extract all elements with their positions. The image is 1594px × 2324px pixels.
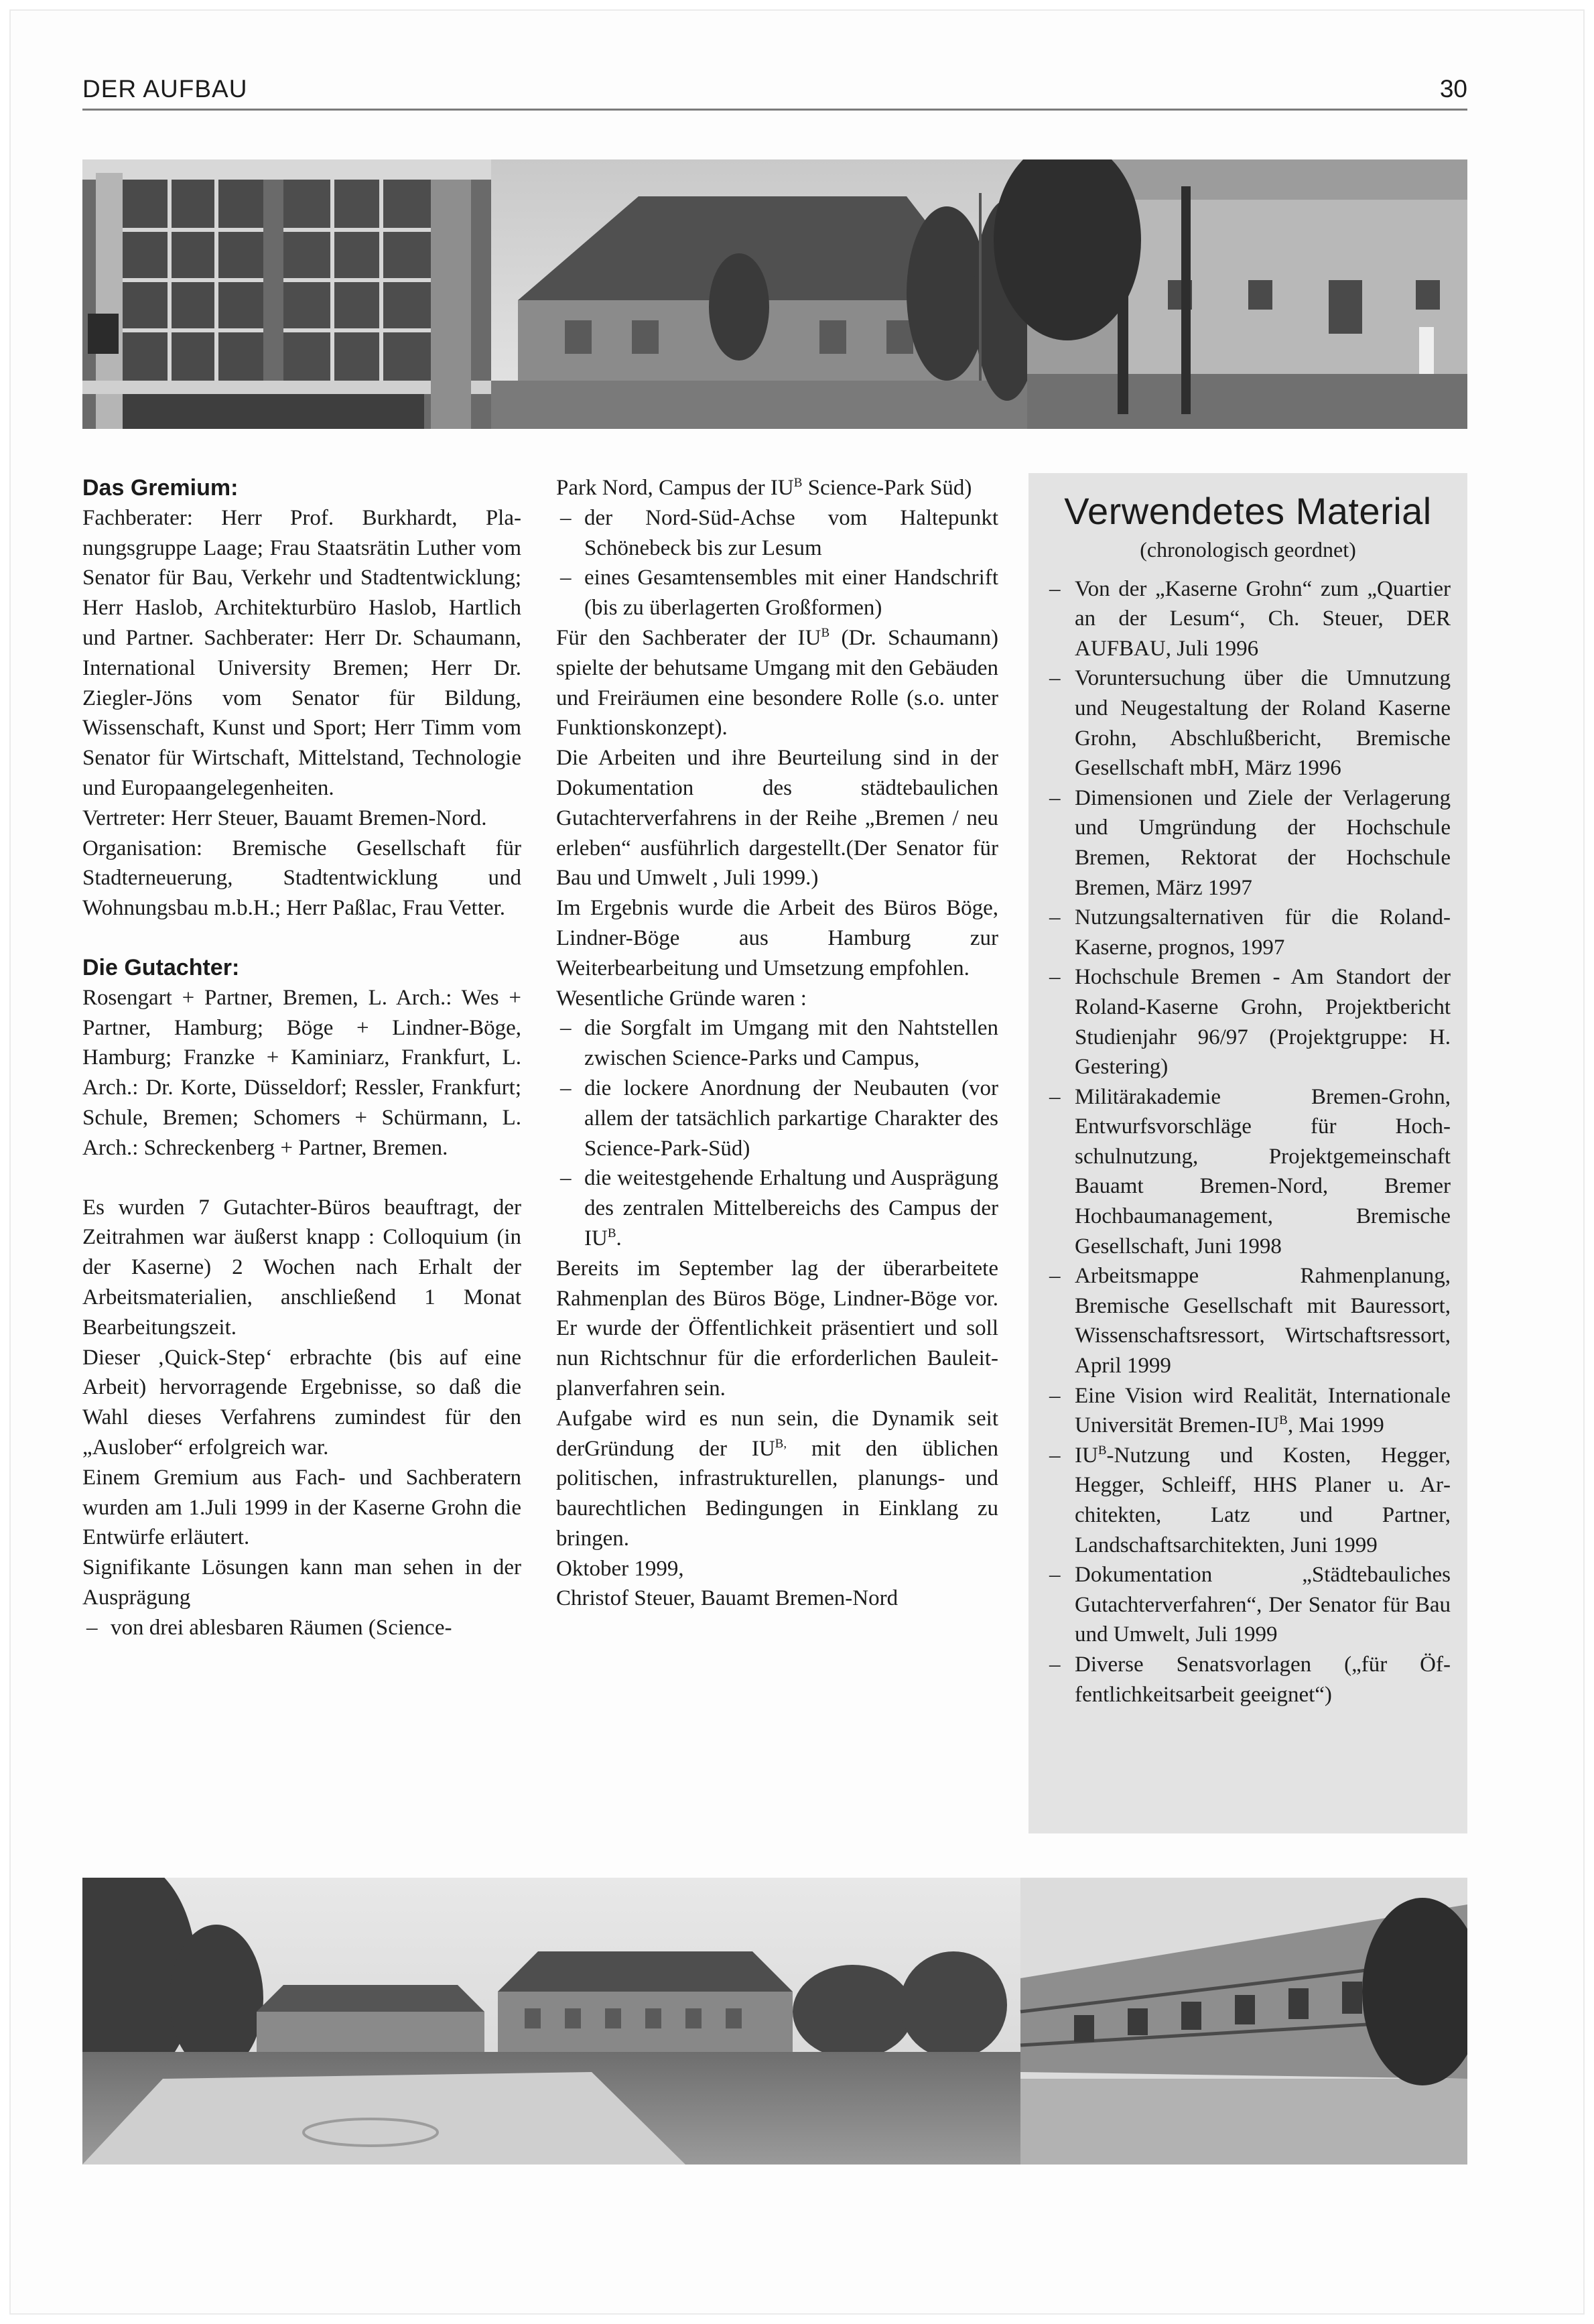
material-item: – Dimensionen und Ziele der Verlagerung und Umgründung der Hochschule Bremen, Rektorat der Hochschule Bremen, März 1997 xyxy=(1045,783,1451,903)
paragraph: Für den Sachberater der $IU^B$ (Dr. Schaumann) spielte der behutsame Umgang mit den Gebäuden und Freiräumen eine besondere Rolle (s.o. unter Funktionskonzept). xyxy=(556,625,998,740)
list-item: – die weitestgehende Erhaltung und Ausprägung des zentralen Mittelbereichs des Campus der $IU^B$. xyxy=(556,1163,998,1253)
material-item: – Hochschule Bremen - Am Standort der Roland-Kaserne Grohn, Projektbericht Studienjahr 96/97 (Projektgruppe: H. Gestering) xyxy=(1045,962,1451,1082)
list-item: – der Nord-Süd-Achse vom Haltepunkt Schönebeck bis zur Lesum xyxy=(556,503,998,564)
heading-gremium: Das Gremium: xyxy=(82,475,239,501)
list-item: – eines Gesamtensembles mit einer Handschrift (bis zu überlagerten Großformen) xyxy=(556,563,998,623)
gutachter-text: Rosengart + Partner, Bremen, L. Arch.: Wes + Partner, Hamburg; Böge + Lindner-Böge, Hamburg; Franzke + Kaminiarz, Frankfurt, L. Arch.: Dr. Korte, Düsseldorf; Ressler, Frankfurt; Schule, Bremen; Schomers + Schürmann, L. Arch.: Schreckenberg + Partner, Bremen. xyxy=(82,985,521,1160)
list-item: – die lockere Anordnung der Neubauten (vor allem der tatsächlich parkartige Charakter des Science-Park-Süd) xyxy=(556,1074,998,1163)
list-item: – von drei ablesbaren Räumen (Science- xyxy=(82,1613,521,1643)
paragraph: Wesentliche Gründe waren : xyxy=(556,986,807,1011)
paragraph: Signifikante Lösungen kann man sehen in der Ausprägung xyxy=(82,1555,521,1610)
top-photo-illustration xyxy=(82,159,1467,429)
paragraph: Einem Gremium aus Fach- und Sachberatern wurden am 1.Juli 1999 in der Kaserne Grohn die Entwürfe erläutert. xyxy=(82,1465,521,1550)
list xyxy=(556,1013,998,1253)
text-column-left xyxy=(82,473,521,1642)
material-item: – Arbeitsmappe Rahmenplanung, Bremische Gesellschaft mit Bauressort, Wissenschaftsressort, Wirtschaftsressort, April 1999 xyxy=(1045,1261,1451,1380)
material-item: – Voruntersuchung über die Umnutzung und Neugestaltung der Roland Kaserne Grohn, Abschlußbericht, Bremische Gesellschaft mbH, März 1996 xyxy=(1045,663,1451,783)
page-number: 30 xyxy=(1439,75,1467,103)
paragraph: Aufgabe wird es nun sein, die Dynamik seit derGründung der $IU^{B,}$ mit den üblichen politischen, infrastrukturellen, planungs- und baurechtlichen Bedingungen in Einklang zu bringen. xyxy=(556,1406,998,1551)
material-sidebar xyxy=(1028,473,1467,1833)
material-item: – Eine Vision wird Realität, Internationale Universität Bremen-$IU^B$, Mai 1999 xyxy=(1045,1381,1451,1441)
bottom-photo-strip xyxy=(82,1878,1467,2165)
paragraph: Es wurden 7 Gutachter-Büros beauftragt, der Zeitrahmen war äußerst knapp : Colloquium (in der Kaserne) 2 Wochen nach Erhalt der Arbeitsmaterialien, anschließend 1 Monat Bearbeitungszeit. xyxy=(82,1195,521,1340)
material-item: – Militärakademie Bremen-Grohn, Entwurfsvorschläge für Hochschulnutzung, Projektgemeinschaft Bauamt Bremen-Nord, Bremer Hochbaumanagement, Bremische Gesellschaft, Juni 1998 xyxy=(1045,1082,1451,1262)
material-item: – Nutzungsalternativen für die Roland-Kaserne, prognos, 1997 xyxy=(1045,903,1451,962)
material-item: – $IU^B$-Nutzung und Kosten, Hegger, Hegger, Schleiff, HHS Planer u. Architekten, Latz und Partner, Landschaftsarchitekten, Juni 1999 xyxy=(1045,1441,1451,1560)
bottom-photo-illustration xyxy=(82,1878,1467,2165)
vertreter-text: Vertreter: Herr Steuer, Bauamt Bremen-Nord. xyxy=(82,805,487,830)
sidebar-title: Verwendetes Material xyxy=(1064,490,1432,532)
top-photo-strip xyxy=(82,159,1467,429)
list-item: – die Sorgfalt im Umgang mit den Nahtstellen zwischen Science-Parks und Campus, xyxy=(556,1013,998,1074)
material-item: – Diverse Senatsvorlagen („für Öffentlichkeitsarbeit geeignet“) xyxy=(1045,1650,1451,1709)
date-line: Oktober 1999, xyxy=(556,1556,684,1581)
paragraph: Im Ergebnis wurde die Arbeit des Büros Böge, Lindner-Böge aus Hamburg zur Weiterbearbeitung und Umsetzung empfohlen. xyxy=(556,896,998,980)
author-line: Christof Steuer, Bauamt Bremen-Nord xyxy=(556,1586,899,1611)
list xyxy=(556,503,998,623)
material-item: – Dokumentation „Städtebauliches Gutachterverfahren“, Der Senator für Bau und Umwelt, Juli 1999 xyxy=(1045,1560,1451,1650)
heading-gutachter: Die Gutachter: xyxy=(82,954,240,980)
material-list xyxy=(1045,574,1451,1710)
sidebar-subtitle: (chronologisch geordnet) xyxy=(1140,537,1356,562)
text-column-middle xyxy=(556,473,998,1614)
organisation-text: Organisation: Bremische Gesellschaft für Stadterneuerung, Stadtentwicklung und Wohnungsbau m.b.H.; Herr Paßlac, Frau Vetter. xyxy=(82,836,521,921)
paragraph: Bereits im September lag der überarbeitete Rahmenplan des Büros Böge, Lindner-Böge vor. Er wurde der Öffentlichkeit präsentiert und soll nun Richtschnur für die erforderlichen Bauleitplanverfahren sein. xyxy=(556,1256,998,1401)
running-title: DER AUFBAU xyxy=(82,75,248,103)
paragraph: Die Arbeiten und ihre Beurteilung sind in der Dokumentation des städtebaulichen Gutachterverfahrens in der Reihe „Bremen / neu erleben“ ausführlich dargestellt.(Der Senator für Bau und Umwelt , Juli 1999.) xyxy=(556,746,998,891)
paragraph: Dieser ‚Quick-Step‘ erbrachte (bis auf eine Arbeit) hervorragende Ergebnisse, so daß die Wahl dieses Verfahrens zumindest für den „Auslober“ erfolgreich war. xyxy=(82,1345,521,1460)
gremium-text: Fachberater: Herr Prof. Burkhardt, Planungsgruppe Laage; Frau Staatsrätin Luther vom Senator für Bau, Verkehr und Stadtentwicklung; Herr Haslob, Architekturbüro Haslob, Hartlich und Partner. Sachberater: Herr Dr. Schaumann, International University Bremen; Herr Dr. Ziegler-Jöns vom Senator für Bildung, Wissenschaft, Kunst und Sport; Herr Timm vom Senator für Wirtschaft, Mittelstand, Technologie und Europaangelegenheiten. xyxy=(82,505,521,800)
list xyxy=(82,1613,521,1643)
material-item: – Von der „Kaserne Grohn“ zum „Quartier an der Lesum“, Ch. Steuer, DER AUFBAU, Juli 1996 xyxy=(1045,574,1451,664)
list-continuation: Park Nord, Campus der $IU^B$ Science-Park Süd) xyxy=(556,476,972,500)
page-header xyxy=(82,72,1467,111)
